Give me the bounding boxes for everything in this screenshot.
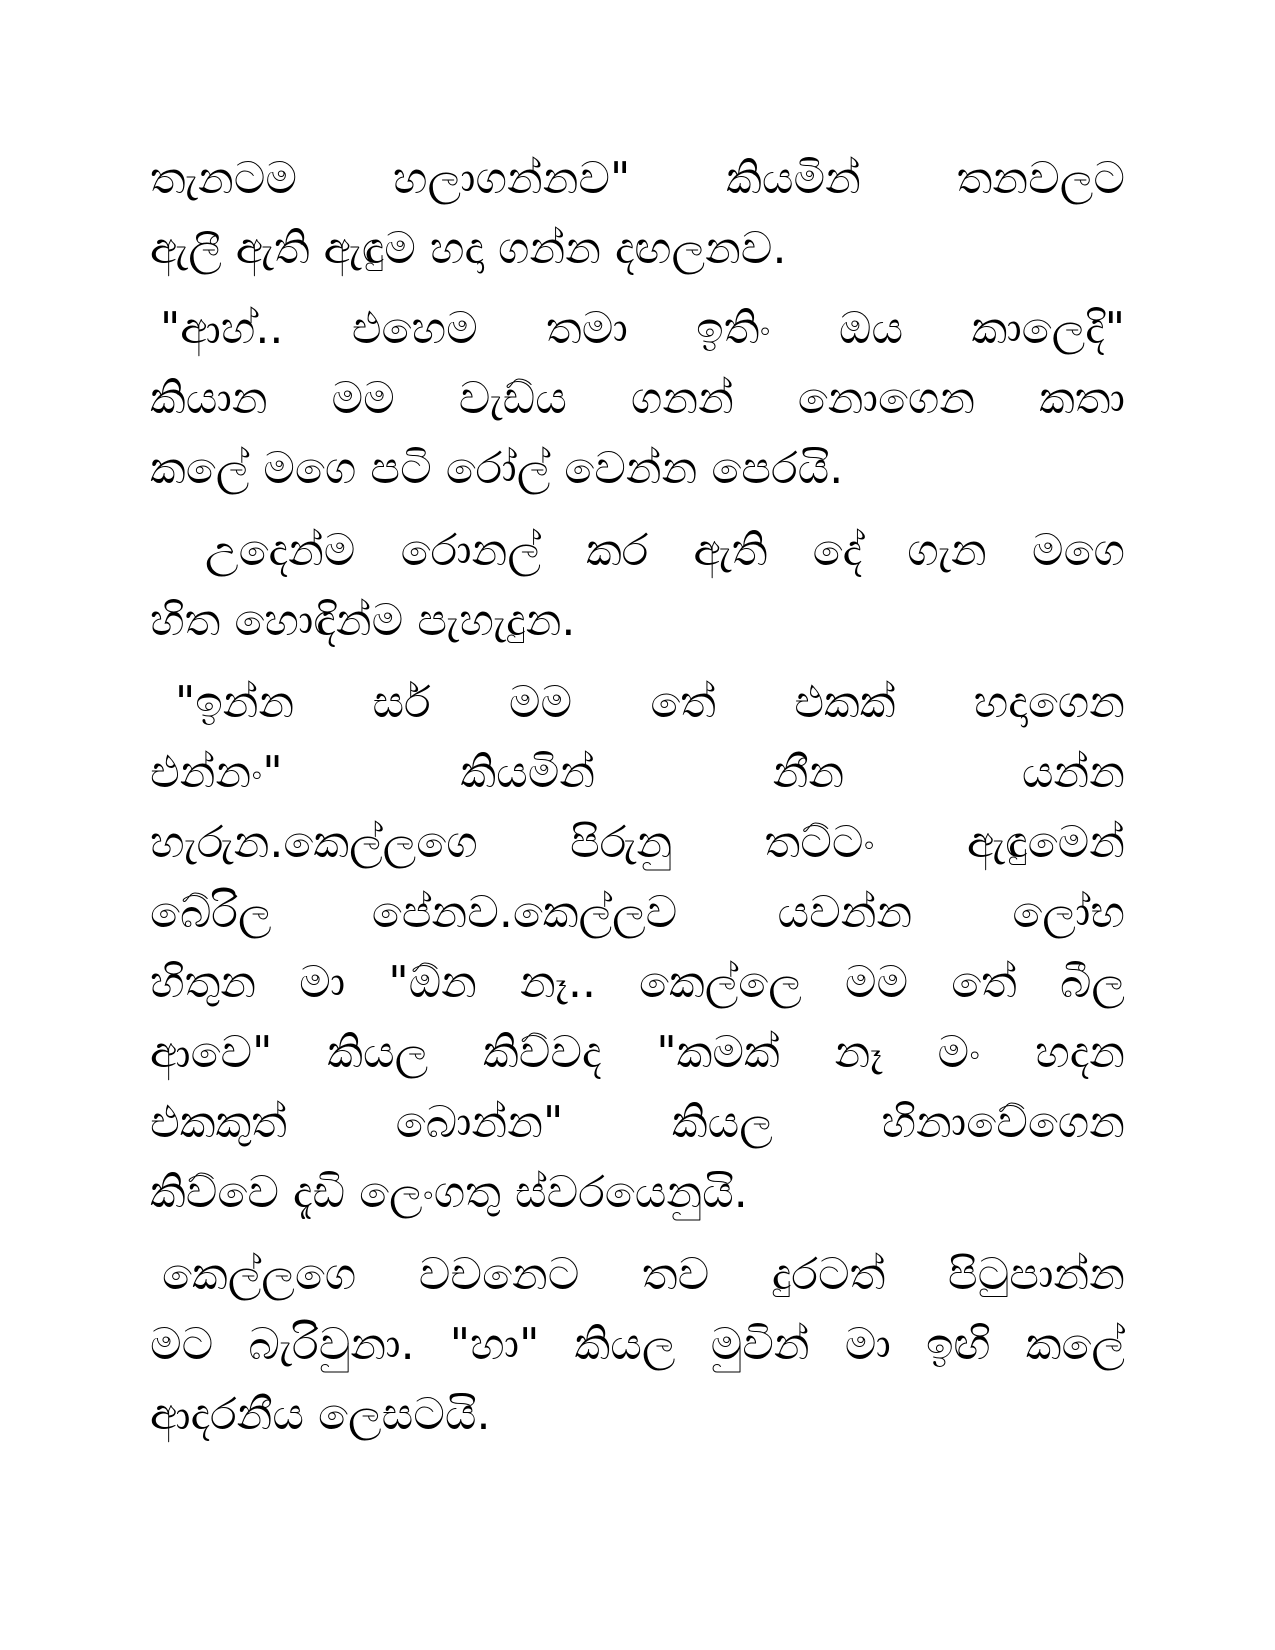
text-line: හැරුන.කෙල්ලගෙ පිරුනු තට්ටං ඇඳුමෙන් [150, 817, 1125, 868]
text-line: හිතුන මා "ඕන නෑ.. කෙල්ලෙ මම තේ බීල [150, 957, 1125, 1008]
text-line: බේරිල පේනව.කෙල්ලව යවන්න ලෝභ [150, 887, 1125, 938]
text-line: එකකුත් බොන්න" කියල හිනාවේගෙන [150, 1097, 1125, 1148]
text-line: කලේ මගෙ පටි රෝල් වෙන්න පෙරයි. [150, 443, 844, 494]
text-line: කිව්වෙ දැඩි ලෙංගතු ස්වරයෙනුයි. [150, 1167, 748, 1218]
text-line: කෙල්ලගෙ වචනෙට තව දුරටත් පිටුපාන්න [162, 1249, 1125, 1300]
text-line: එන්නං" කියමින් නීන යන්න [150, 747, 1125, 798]
text-line: හිත හොඳින්ම පැහැදුන. [150, 595, 576, 646]
text-line: ඇලී ඇති ඇඳුම හදා ගන්න දඟලනව. [150, 223, 787, 274]
text-line: මට බැරිවුනා. "හා" කියල මුවින් මා ඉඟි කලේ [150, 1319, 1125, 1370]
text-line: "ආහ්.. එහෙම තමා ඉතිං ඔය කාලෙදි" [160, 303, 1125, 354]
text-line: උදෙන්ම රොනල් කර ඇති දේ ගැන මගෙ [205, 525, 1125, 576]
text-line: තැනටම හලාගන්නව" කියමින් තනවලට [150, 153, 1125, 204]
text-line: කියාන මම වැඩ්ය ගනන් නොගෙන කතා [150, 373, 1125, 424]
text-line: ආවෙ" කියල කිව්වද "කමක් නෑ මං හදන [150, 1027, 1125, 1078]
text-line: "ඉන්න සර් මම තේ එකක් හදාගෙන [175, 677, 1125, 728]
text-line: ආදරනීය ලෙසටයි. [150, 1389, 491, 1440]
